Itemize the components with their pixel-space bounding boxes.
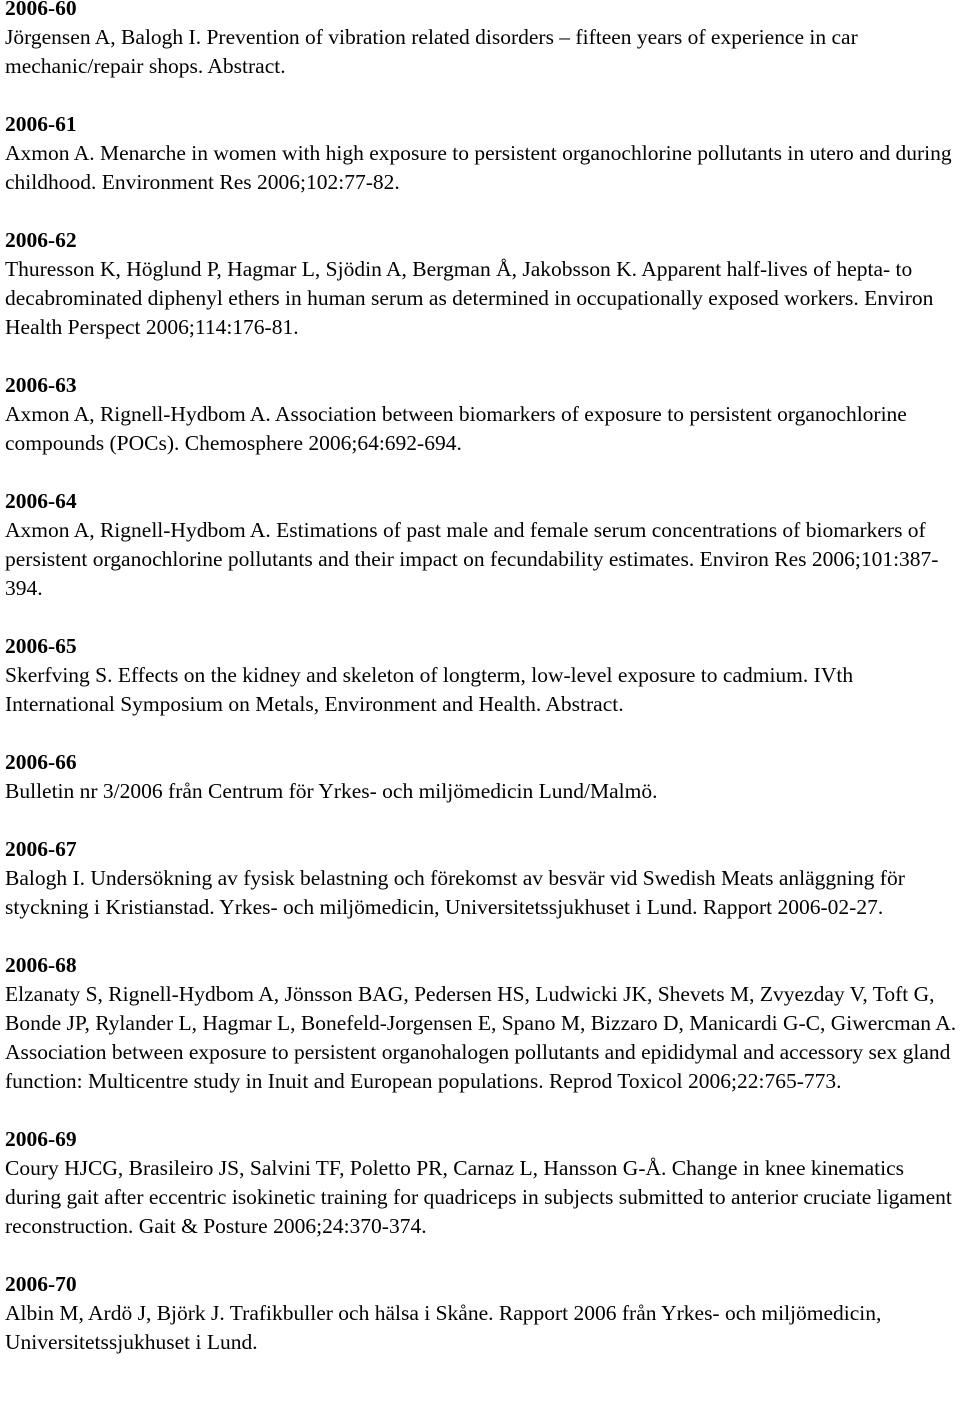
publication-citation: Jörgensen A, Balogh I. Prevention of vibration related disorders – fifteen years of experience in car mechanic/repair shops. Abstract. (5, 25, 858, 78)
publication-number: 2006-66 (5, 750, 77, 774)
publication-citation: Balogh I. Undersökning av fysisk belastning och förekomst av besvär vid Swedish Meats anläggning för styckning i Kristianstad. Yrkes- och miljömedicin, Universitetssjukhuset i Lund. Rapport 2006-02-27. (5, 866, 905, 919)
publication-citation: Bulletin nr 3/2006 från Centrum för Yrkes- och miljömedicin Lund/Malmö. (5, 779, 658, 803)
publication-citation: Thuresson K, Höglund P, Hagmar L, Sjödin A, Bergman Å, Jakobsson K. Apparent half-lives of hepta- to decabrominated diphenyl ethers in human serum as determined in occupationally exposed workers. Environ Health Perspect 2006;114:176-81. (5, 257, 934, 339)
publication-list (5, 0, 957, 1386)
publication-entry (5, 1270, 957, 1357)
publication-citation: Axmon A, Rignell-Hydbom A. Estimations of past male and female serum concentrations of biomarkers of persistent organochlorine pollutants and their impact on fecundability estimates. Environ Res 2006;101:387-394. (5, 518, 939, 600)
publication-citation: Elzanaty S, Rignell-Hydbom A, Jönsson BAG, Pedersen HS, Ludwicki JK, Shevets M, Zvyezday V, Toft G, Bonde JP, Rylander L, Hagmar L, Bonefeld-Jorgensen E, Spano M, Bizzaro D, Manicardi G-C, Giwercman A. Association between exposure to persistent organohalogen pollutants and epididymal and accessory sex gland function: Multicentre study in Inuit and European populations. Reprod Toxicol 2006;22:765-773. (5, 982, 957, 1093)
publication-citation: Axmon A. Menarche in women with high exposure to persistent organochlorine pollutants in utero and during childhood. Environment Res 2006;102:77-82. (5, 141, 952, 194)
publication-entry (5, 110, 957, 197)
publication-citation: Albin M, Ardö J, Björk J. Trafikbuller och hälsa i Skåne. Rapport 2006 från Yrkes- och miljömedicin, Universitetssjukhuset i Lund. (5, 1301, 882, 1354)
publication-entry (5, 0, 957, 81)
publication-citation: Skerfving S. Effects on the kidney and skeleton of longterm, low-level exposure to cadmium. IVth International Symposium on Metals, Environment and Health. Abstract. (5, 663, 854, 716)
publication-number: 2006-61 (5, 112, 77, 136)
publication-citation: Coury HJCG, Brasileiro JS, Salvini TF, Poletto PR, Carnaz L, Hansson G-Å. Change in knee kinematics during gait after eccentric isokinetic training for quadriceps in subjects submitted to anterior cruciate ligament reconstruction. Gait & Posture 2006;24:370-374. (5, 1156, 952, 1238)
publication-number: 2006-65 (5, 634, 77, 658)
publication-entry (5, 226, 957, 342)
publication-number: 2006-60 (5, 0, 77, 20)
publication-entry (5, 371, 957, 458)
publication-number: 2006-67 (5, 837, 77, 861)
publication-entry (5, 748, 957, 806)
publication-number: 2006-70 (5, 1272, 77, 1296)
publication-number: 2006-68 (5, 953, 77, 977)
publication-entry (5, 487, 957, 603)
publication-entry (5, 835, 957, 922)
publication-entry (5, 1125, 957, 1241)
publication-number: 2006-69 (5, 1127, 77, 1151)
publication-citation: Axmon A, Rignell-Hydbom A. Association between biomarkers of exposure to persistent organochlorine compounds (POCs). Chemosphere 2006;64:692-694. (5, 402, 907, 455)
publication-number: 2006-62 (5, 228, 77, 252)
publication-number: 2006-64 (5, 489, 77, 513)
publication-entry (5, 951, 957, 1096)
publication-number: 2006-63 (5, 373, 77, 397)
publication-entry (5, 632, 957, 719)
